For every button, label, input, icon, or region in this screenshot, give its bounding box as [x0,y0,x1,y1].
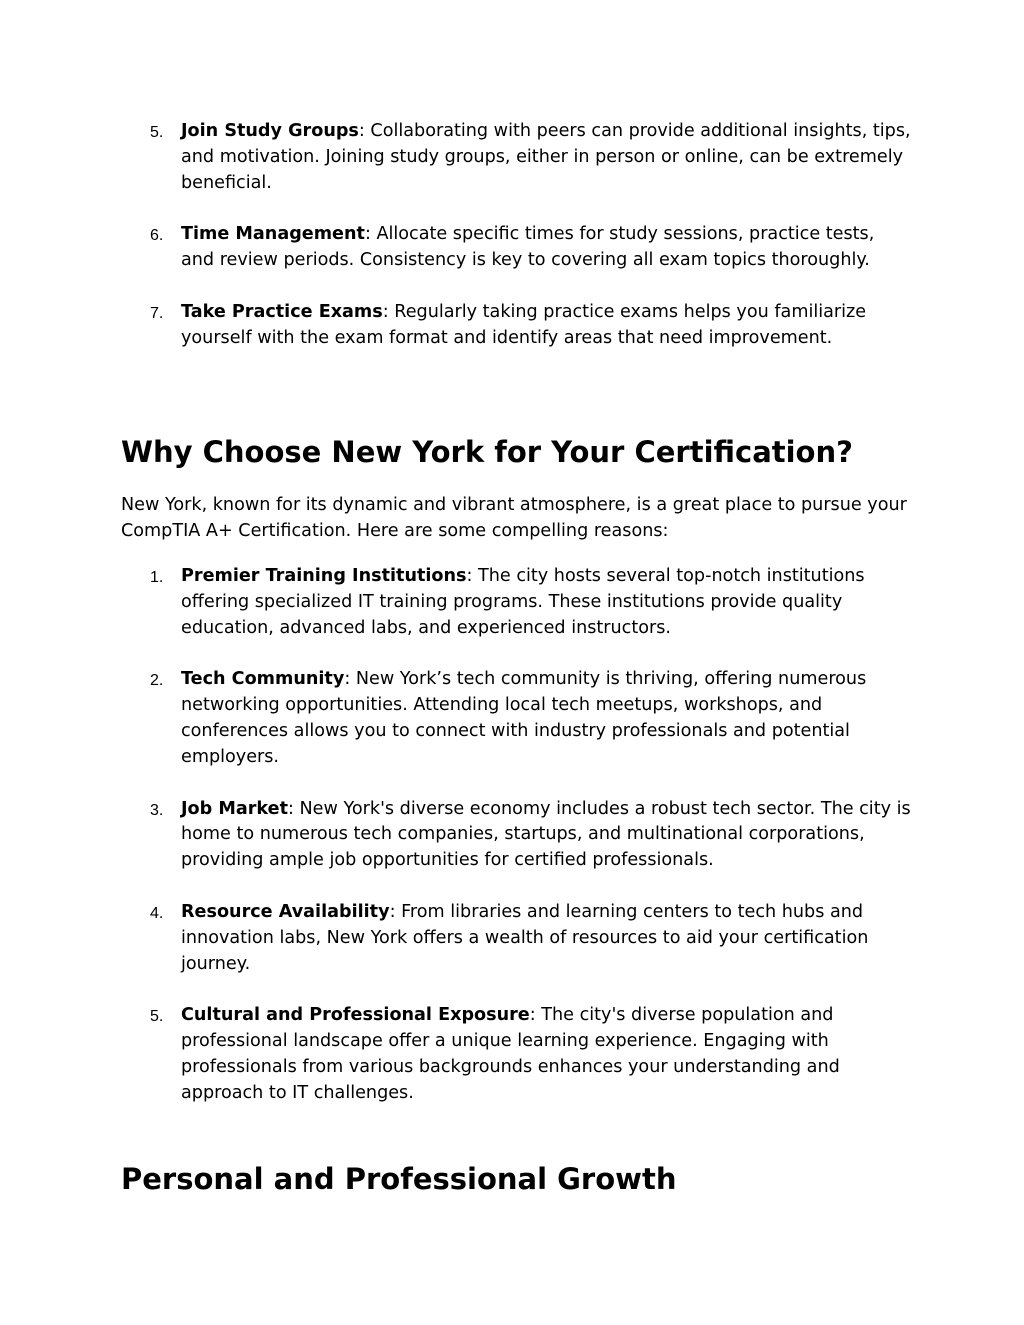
list-number: 7. [150,304,164,322]
list-item-text: : Collaborating with peers can provide additional insights, tips, and motivation. Joining study groups, either in person or online, can be extremely beneficial. [181,121,911,193]
list-number: 4. [150,904,164,922]
list-item-text: : Allocate specific times for study sessions, practice tests, and review periods. Consistency is key to covering all exam topics thoroughly. [181,224,875,271]
list-item-text: : Regularly taking practice exams helps you familiarize yourself with the exam format and identify areas that need improvement. [181,301,867,348]
list-number: 1. [150,569,164,586]
list-item [0,1003,911,1106]
list-item-text: : New York’s tech community is thriving, offering numerous networking opportunities. Attending local tech meetups, workshops, and conferences allows you to connect with industry professionals and potential employers. [181,669,867,767]
list-number: 5. [150,1008,164,1026]
list-item-title: Join Study Groups [181,121,359,141]
list-item [0,900,911,977]
list-item-text: : New York's diverse economy includes a robust tech sector. The city is home to numerous tech companies, startups, and multinational corporations, providing ample job opportunities for certified professionals. [181,798,911,871]
list-item-text: : The city's diverse population and professional landscape offer a unique learning experience. Engaging with professionals from various backgrounds enhances your understanding and approach to IT challenges. [181,1005,840,1103]
new-york-reasons-list [0,564,1024,1133]
list-number: 2. [150,672,164,690]
list-number: 3. [150,801,164,819]
list-item-title: Job Market [181,798,288,819]
list-item-text: : The city hosts several top-notch institutions offering specialized IT training programs. These institutions provide quality education, advanced labs, and experienced instructors. [181,566,865,638]
list-item [0,222,911,274]
list-item-text: : From libraries and learning centers to tech hubs and innovation labs, New York offers a wealth of resources to aid your certification journey. [181,901,869,974]
list-item [0,119,911,196]
list-item-title: Cultural and Professional Exposure [181,1005,530,1026]
study-tips-list [0,119,1024,378]
list-number: 6. [150,227,164,245]
list-number: 5. [150,124,164,141]
list-item-title: Time Management [181,224,365,245]
list-item-title: Tech Community [181,669,345,690]
list-item-title: Take Practice Exams [181,301,383,322]
section-intro-paragraph: New York, known for its dynamic and vibrant atmosphere, is a great place to pursue your CompTIA A+ Certification. Here are some compelling reasons: [121,495,907,541]
list-item [0,564,911,641]
section-heading-new-york: Why Choose New York for Your Certification? [121,435,853,469]
section-heading-growth: Personal and Professional Growth [121,1162,677,1196]
list-item [0,300,911,352]
list-item-title: Premier Training Institutions [181,566,467,586]
list-item [0,797,911,874]
list-item [0,667,911,770]
list-item-title: Resource Availability [181,901,390,922]
